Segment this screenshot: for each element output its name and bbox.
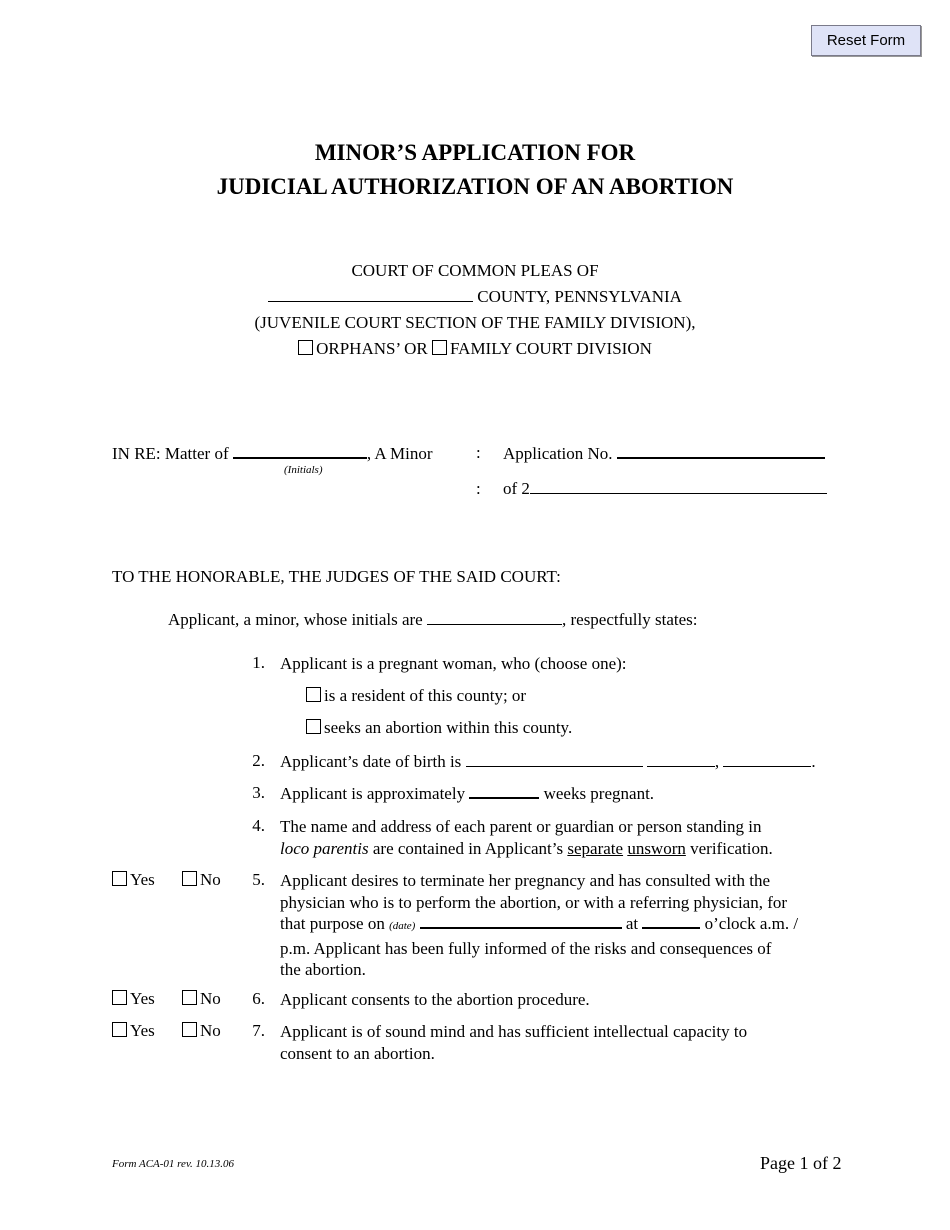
item-5-yes-checkbox[interactable]: [112, 871, 127, 886]
county-field[interactable]: [268, 287, 473, 302]
item-7-yes: Yes: [112, 1021, 155, 1041]
application-no-field[interactable]: [617, 443, 825, 459]
item-7-no-checkbox[interactable]: [182, 1022, 197, 1037]
salutation: TO THE HONORABLE, THE JUDGES OF THE SAID COURT:: [112, 567, 561, 586]
form-title-line2: JUDICIAL AUTHORIZATION OF AN ABORTION: [216, 174, 734, 199]
court-line3: (JUVENILE COURT SECTION OF THE FAMILY DIVISION),: [254, 313, 696, 332]
item-7-yes-checkbox[interactable]: [112, 1022, 127, 1037]
minor-initials-field[interactable]: [233, 443, 367, 459]
item-4-number: 4.: [252, 816, 265, 835]
item-5-yes: Yes: [112, 870, 155, 890]
court-line4: ORPHANS’ OR FAMILY COURT DIVISION: [0, 339, 950, 359]
dob-year-field[interactable]: [723, 752, 811, 767]
item-2-number: 2.: [252, 751, 265, 770]
reset-form-button[interactable]: Reset Form: [811, 25, 921, 56]
intro-line: Applicant, a minor, whose initials are , respectfully states:: [168, 610, 698, 629]
item-1-number: 1.: [252, 653, 265, 672]
seeks-checkbox[interactable]: [306, 719, 321, 734]
item-5-number: 5.: [252, 870, 265, 889]
court-line1: COURT OF COMMON PLEAS OF: [351, 261, 599, 280]
dob-day-field[interactable]: [647, 752, 715, 767]
consult-time-field[interactable]: [642, 913, 700, 929]
page-number: Page 1 of 2: [760, 1153, 842, 1173]
option-seeks: seeks an abortion within this county.: [306, 718, 572, 738]
option-resident: is a resident of this county; or: [306, 686, 526, 706]
resident-checkbox[interactable]: [306, 687, 321, 702]
form-number: Form ACA-01 rev. 10.13.06: [112, 1158, 235, 1170]
item-5-text: Applicant desires to terminate her pregnancy and has consulted with the physician who is to perform the abortion, or with a referring physician, for that purpose on (date) at o’clock a.m. / p.m. Applicant has been fully informed of the risks and consequences of the abortion.: [280, 871, 799, 979]
consult-date-field[interactable]: [420, 913, 622, 929]
weeks-field[interactable]: [469, 783, 539, 799]
initials-hint: (Initials): [284, 464, 323, 476]
caption-colon-1: :: [476, 443, 481, 462]
item-7-no: No: [182, 1021, 221, 1041]
applicant-initials-field[interactable]: [427, 610, 562, 625]
dob-month-field[interactable]: [466, 752, 643, 767]
item-4-text: The name and address of each parent or guardian or person standing in loco parentis are contained in Applicant’s separate unsworn verification.: [280, 817, 773, 858]
item-6-yes-checkbox[interactable]: [112, 990, 127, 1005]
item-7-text: Applicant is of sound mind and has sufficient intellectual capacity to consent to an abortion.: [280, 1022, 748, 1063]
item-6-no-checkbox[interactable]: [182, 990, 197, 1005]
item-6-yes: Yes: [112, 989, 155, 1009]
item-5-no: No: [182, 870, 221, 890]
orphans-checkbox[interactable]: [298, 340, 313, 355]
family-court-checkbox[interactable]: [432, 340, 447, 355]
form-title-line1: MINOR’S APPLICATION FOR: [314, 140, 636, 165]
item-6-number: 6.: [252, 989, 265, 1008]
of-2-line: of 2: [503, 479, 827, 499]
item-2-text: Applicant’s date of birth is , .: [280, 752, 816, 771]
item-7-number: 7.: [252, 1021, 265, 1040]
item-5-no-checkbox[interactable]: [182, 871, 197, 886]
item-1-text: Applicant is a pregnant woman, who (choose one):: [280, 654, 627, 673]
item-3-text: Applicant is approximately weeks pregnant.: [280, 784, 655, 803]
court-line2: COUNTY, PENNSYLVANIA: [0, 287, 950, 307]
in-re-line: IN RE: Matter of , A Minor: [112, 444, 433, 463]
item-6-no: No: [182, 989, 221, 1009]
application-no-line: Application No.: [503, 443, 825, 464]
item-6-text: Applicant consents to the abortion procedure.: [280, 990, 590, 1009]
of-2-field[interactable]: [530, 479, 827, 494]
caption-colon-2: :: [476, 479, 481, 498]
item-3-number: 3.: [252, 783, 265, 802]
